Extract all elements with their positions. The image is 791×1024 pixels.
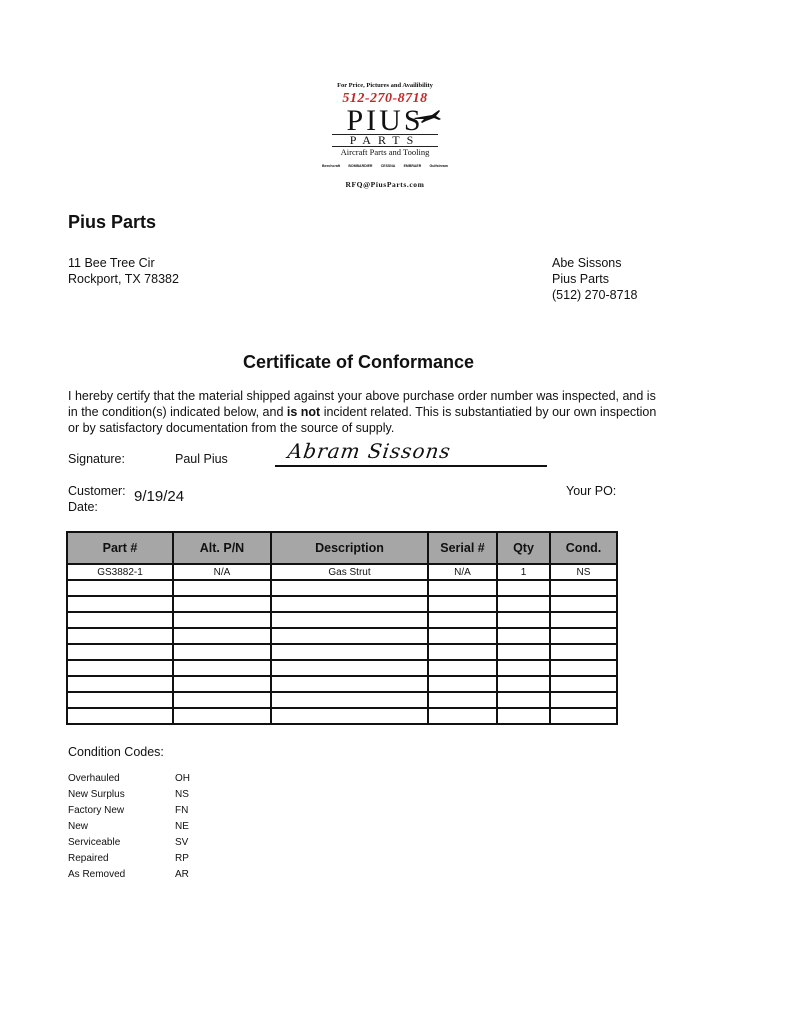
cell-part-number: GS3882-1 (67, 564, 173, 580)
cell-qty (497, 612, 550, 628)
cell-description (271, 644, 428, 660)
manufacturer-gulfstream: Gulfstream (429, 164, 448, 168)
customer-label: Customer: (68, 484, 126, 498)
company-address (68, 255, 179, 287)
condition-code: SV (175, 837, 189, 848)
header-cond: Cond. (550, 532, 617, 564)
cell-cond (550, 660, 617, 676)
cell-serial (428, 580, 497, 596)
cell-qty (497, 708, 550, 724)
manufacturer-bombardier: BOMBARDIER (348, 164, 373, 168)
contact-phone: (512) 270-8718 (552, 288, 638, 302)
table-header-row (67, 532, 617, 564)
condition-name: Repaired (68, 853, 109, 864)
condition-name: New Surplus (68, 789, 125, 800)
logo-tagline: For Price, Pictures and Availibility (337, 82, 433, 89)
statement-part-2: incident related. This is substantiatied by our own inspection or by satisfactory documentation from the source of supply. (68, 405, 657, 435)
date-value: 9/19/24 (134, 488, 185, 505)
cell-alt-pn (173, 692, 271, 708)
cell-description (271, 596, 428, 612)
cell-description (271, 708, 428, 724)
cell-qty (497, 676, 550, 692)
cell-serial (428, 676, 497, 692)
parts-table (66, 531, 618, 725)
contact-block (552, 255, 637, 303)
manufacturer-cessna: CESSNA (380, 164, 396, 168)
cell-cond (550, 676, 617, 692)
condition-code-row (68, 805, 208, 819)
table-row (67, 628, 617, 644)
condition-code-row (68, 837, 208, 851)
cell-qty (497, 692, 550, 708)
condition-code: NE (175, 821, 189, 832)
table-row (67, 660, 617, 676)
condition-code-row (68, 773, 208, 787)
cell-alt-pn (173, 644, 271, 660)
cell-part-number (67, 660, 173, 676)
certification-statement (68, 388, 668, 436)
cell-description (271, 660, 428, 676)
condition-name: Factory New (68, 805, 125, 816)
logo-subtitle: Aircraft Parts and Tooling (340, 147, 430, 157)
po-label: Your PO: (566, 484, 617, 498)
condition-code: OH (175, 773, 190, 784)
cell-qty: 1 (497, 564, 550, 580)
header-description: Description (271, 532, 428, 564)
cell-part-number (67, 580, 173, 596)
cell-description (271, 692, 428, 708)
condition-code-row (68, 821, 208, 835)
condition-name: New (68, 821, 89, 832)
cell-description (271, 676, 428, 692)
address-line-2: Rockport, TX 78382 (68, 272, 179, 286)
cell-alt-pn (173, 660, 271, 676)
table-row (67, 692, 617, 708)
header-serial: Serial # (428, 532, 497, 564)
cell-cond (550, 708, 617, 724)
signer-name: Paul Pius (175, 452, 228, 466)
manufacturer-embraer: EMBRAER (403, 164, 422, 168)
cell-serial (428, 660, 497, 676)
condition-code: AR (175, 869, 189, 880)
cell-cond (550, 692, 617, 708)
cell-description (271, 612, 428, 628)
cell-serial: N/A (428, 564, 497, 580)
condition-code: NS (175, 789, 189, 800)
cell-qty (497, 660, 550, 676)
cell-alt-pn (173, 628, 271, 644)
signature-line (275, 465, 547, 467)
logo-brand: PIUS (346, 104, 424, 137)
statement-part-1: I hereby certify that the material shipped against your above purchase order number was inspected, and is in the condition(s) indicated below, and (68, 389, 656, 419)
cell-serial (428, 708, 497, 724)
cell-serial (428, 692, 497, 708)
cell-serial (428, 612, 497, 628)
header-qty: Qty (497, 532, 550, 564)
cell-cond: NS (550, 564, 617, 580)
handwritten-signature: Abram Sissons (286, 439, 453, 463)
condition-name: Overhauled (68, 773, 120, 784)
statement-bold: is not (286, 405, 321, 419)
cell-part-number (67, 692, 173, 708)
table-row (67, 596, 617, 612)
logo-email: RFQ@PiusParts.com (345, 180, 425, 189)
cell-alt-pn (173, 580, 271, 596)
condition-code: FN (175, 805, 189, 816)
cell-alt-pn (173, 708, 271, 724)
date-label: Date: (68, 500, 98, 514)
table-row (67, 644, 617, 660)
airplane-icon (412, 108, 442, 124)
company-name: Pius Parts (68, 212, 157, 232)
cell-serial (428, 628, 497, 644)
condition-code-row (68, 869, 208, 883)
manufacturer-beechcraft: Beechcraft (322, 164, 341, 168)
cell-cond (550, 612, 617, 628)
cell-cond (550, 644, 617, 660)
condition-code: RP (175, 853, 189, 864)
table-row (67, 676, 617, 692)
cell-alt-pn: N/A (173, 564, 271, 580)
condition-name: Serviceable (68, 837, 121, 848)
company-logo (300, 78, 470, 193)
cell-serial (428, 644, 497, 660)
cell-description: Gas Strut (271, 564, 428, 580)
cell-serial (428, 596, 497, 612)
table-row (67, 564, 617, 580)
condition-codes-title: Condition Codes: (68, 745, 164, 759)
cell-part-number (67, 596, 173, 612)
cell-alt-pn (173, 676, 271, 692)
cell-part-number (67, 612, 173, 628)
table-row (67, 612, 617, 628)
condition-code-row (68, 853, 208, 867)
cell-cond (550, 596, 617, 612)
cell-part-number (67, 676, 173, 692)
cell-cond (550, 628, 617, 644)
cell-qty (497, 580, 550, 596)
logo-parts: PARTS (332, 134, 438, 147)
cell-part-number (67, 628, 173, 644)
header-part-number: Part # (67, 532, 173, 564)
cell-qty (497, 628, 550, 644)
condition-code-row (68, 789, 208, 803)
cell-alt-pn (173, 596, 271, 612)
cell-description (271, 580, 428, 596)
cell-description (271, 628, 428, 644)
cell-qty (497, 596, 550, 612)
table-row (67, 708, 617, 724)
condition-name: As Removed (68, 869, 126, 880)
header-alt-pn: Alt. P/N (173, 532, 271, 564)
address-line-1: 11 Bee Tree Cir (68, 256, 155, 270)
table-row (67, 580, 617, 596)
signature-label: Signature: (68, 452, 125, 466)
manufacturer-logos (322, 164, 448, 172)
contact-company: Pius Parts (552, 272, 609, 286)
certificate-title: Certificate of Conformance (242, 352, 475, 372)
cell-alt-pn (173, 612, 271, 628)
contact-name: Abe Sissons (552, 256, 622, 270)
cell-cond (550, 580, 617, 596)
cell-part-number (67, 708, 173, 724)
cell-part-number (67, 644, 173, 660)
cell-qty (497, 644, 550, 660)
logo-phone: 512-270-8718 (342, 91, 428, 106)
